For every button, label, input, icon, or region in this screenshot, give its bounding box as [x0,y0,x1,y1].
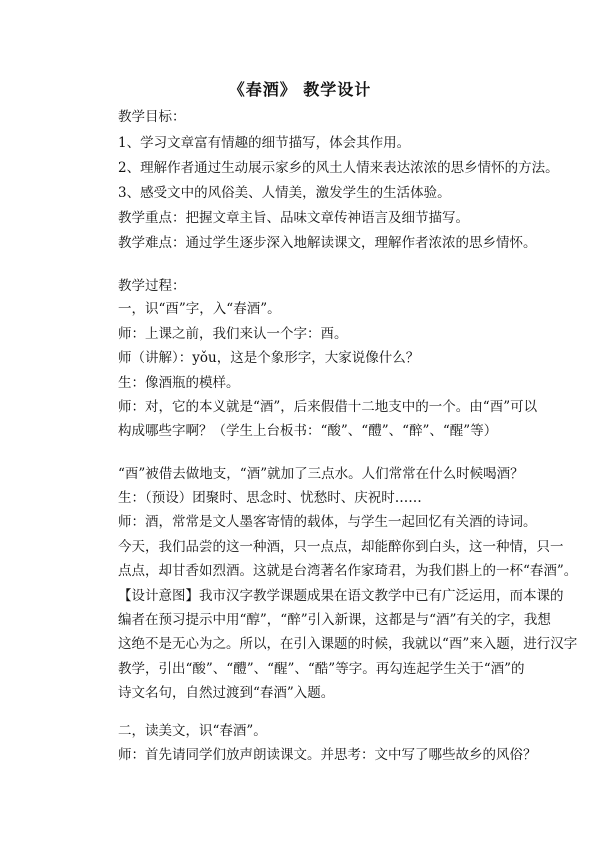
document-title: 《春酒》 教学设计 [228,80,372,99]
paragraph-line: 师：酒，常常是文人墨客寄情的载体，与学生一起回忆有关酒的诗词。 [118,514,537,530]
design-intent-line: 【设计意图】我市汉字教学课题成果在语文教学中已有广泛运用，而本课的 [118,588,564,604]
paragraph-line: “酉”被借去做地支，“酒”就加了三点水。人们常常在什么时候喝酒？ [118,466,524,482]
paragraph-line: 师：对，它的本义就是“酒”，后来假借十二地支中的一个。由“酉”可以 [118,399,538,415]
heading-teaching-goals: 教学目标： [118,109,186,125]
section-two-heading: 二，读美文，识“春酒”。 [118,723,267,739]
paragraph-line: 构成哪些字啊？（学生上台板书：“酸”、“醴”、“醉”、“醒”等） [118,423,498,439]
section-one-heading: 一，识“酉”字，入“春酒”。 [118,301,281,317]
paragraph-line: 师：首先请同学们放声朗读课文。并思考：文中写了哪些故乡的风俗？ [118,747,537,763]
design-intent-line: 教学，引出“酸”、“醴”、“醒”、“酷”等字。再勾连起学生关于“酒”的 [118,661,525,677]
goal-item-3: 3、感受文中的风俗美、人情美，激发学生的生活体验。 [118,185,451,201]
paragraph-line: 点点，却甘香如烈酒。这就是台湾著名作家琦君，为我们斟上的一杯“春酒”。 [118,563,578,579]
design-intent-line: 诗文名句，自然过渡到“春酒”入题。 [118,685,335,701]
goal-item-2: 2、理解作者通过生动展示家乡的风土人情来表达浓浓的思乡情怀的方法。 [118,160,559,176]
paragraph-line: 生：（预设）团聚时、思念时、忧愁时、庆祝时…… [118,490,422,506]
paragraph-line: 生：像酒瓶的模样。 [118,375,240,391]
paragraph-line: 师：上课之前，我们来认一个字：酉。 [118,326,348,342]
heading-teaching-process: 教学过程： [118,278,186,294]
teaching-difficulty: 教学难点：通过学生逐步深入地解读课文，理解作者浓浓的思乡情怀。 [118,235,537,251]
goal-item-1: 1、学习文章富有情趣的细节描写，体会其作用。 [118,135,411,151]
teaching-focus: 教学重点：把握文章主旨、品味文章传神语言及细节描写。 [118,210,469,226]
design-intent-line: 编者在预习提示中用“醇”，“醉”引入新课，这都是与“酒”有关的字，我想 [118,612,551,628]
paragraph-line: 师（讲解）：yǒu，这是个象形字，大家说像什么？ [118,350,420,366]
paragraph-line: 今天，我们品尝的这一种酒，只一点点，却能醉你到白头，这一种情，只一 [118,539,564,555]
design-intent-line: 这绝不是无心为之。所以，在引入课题的时候，我就以“酉”来入题，进行汉字 [118,636,578,652]
